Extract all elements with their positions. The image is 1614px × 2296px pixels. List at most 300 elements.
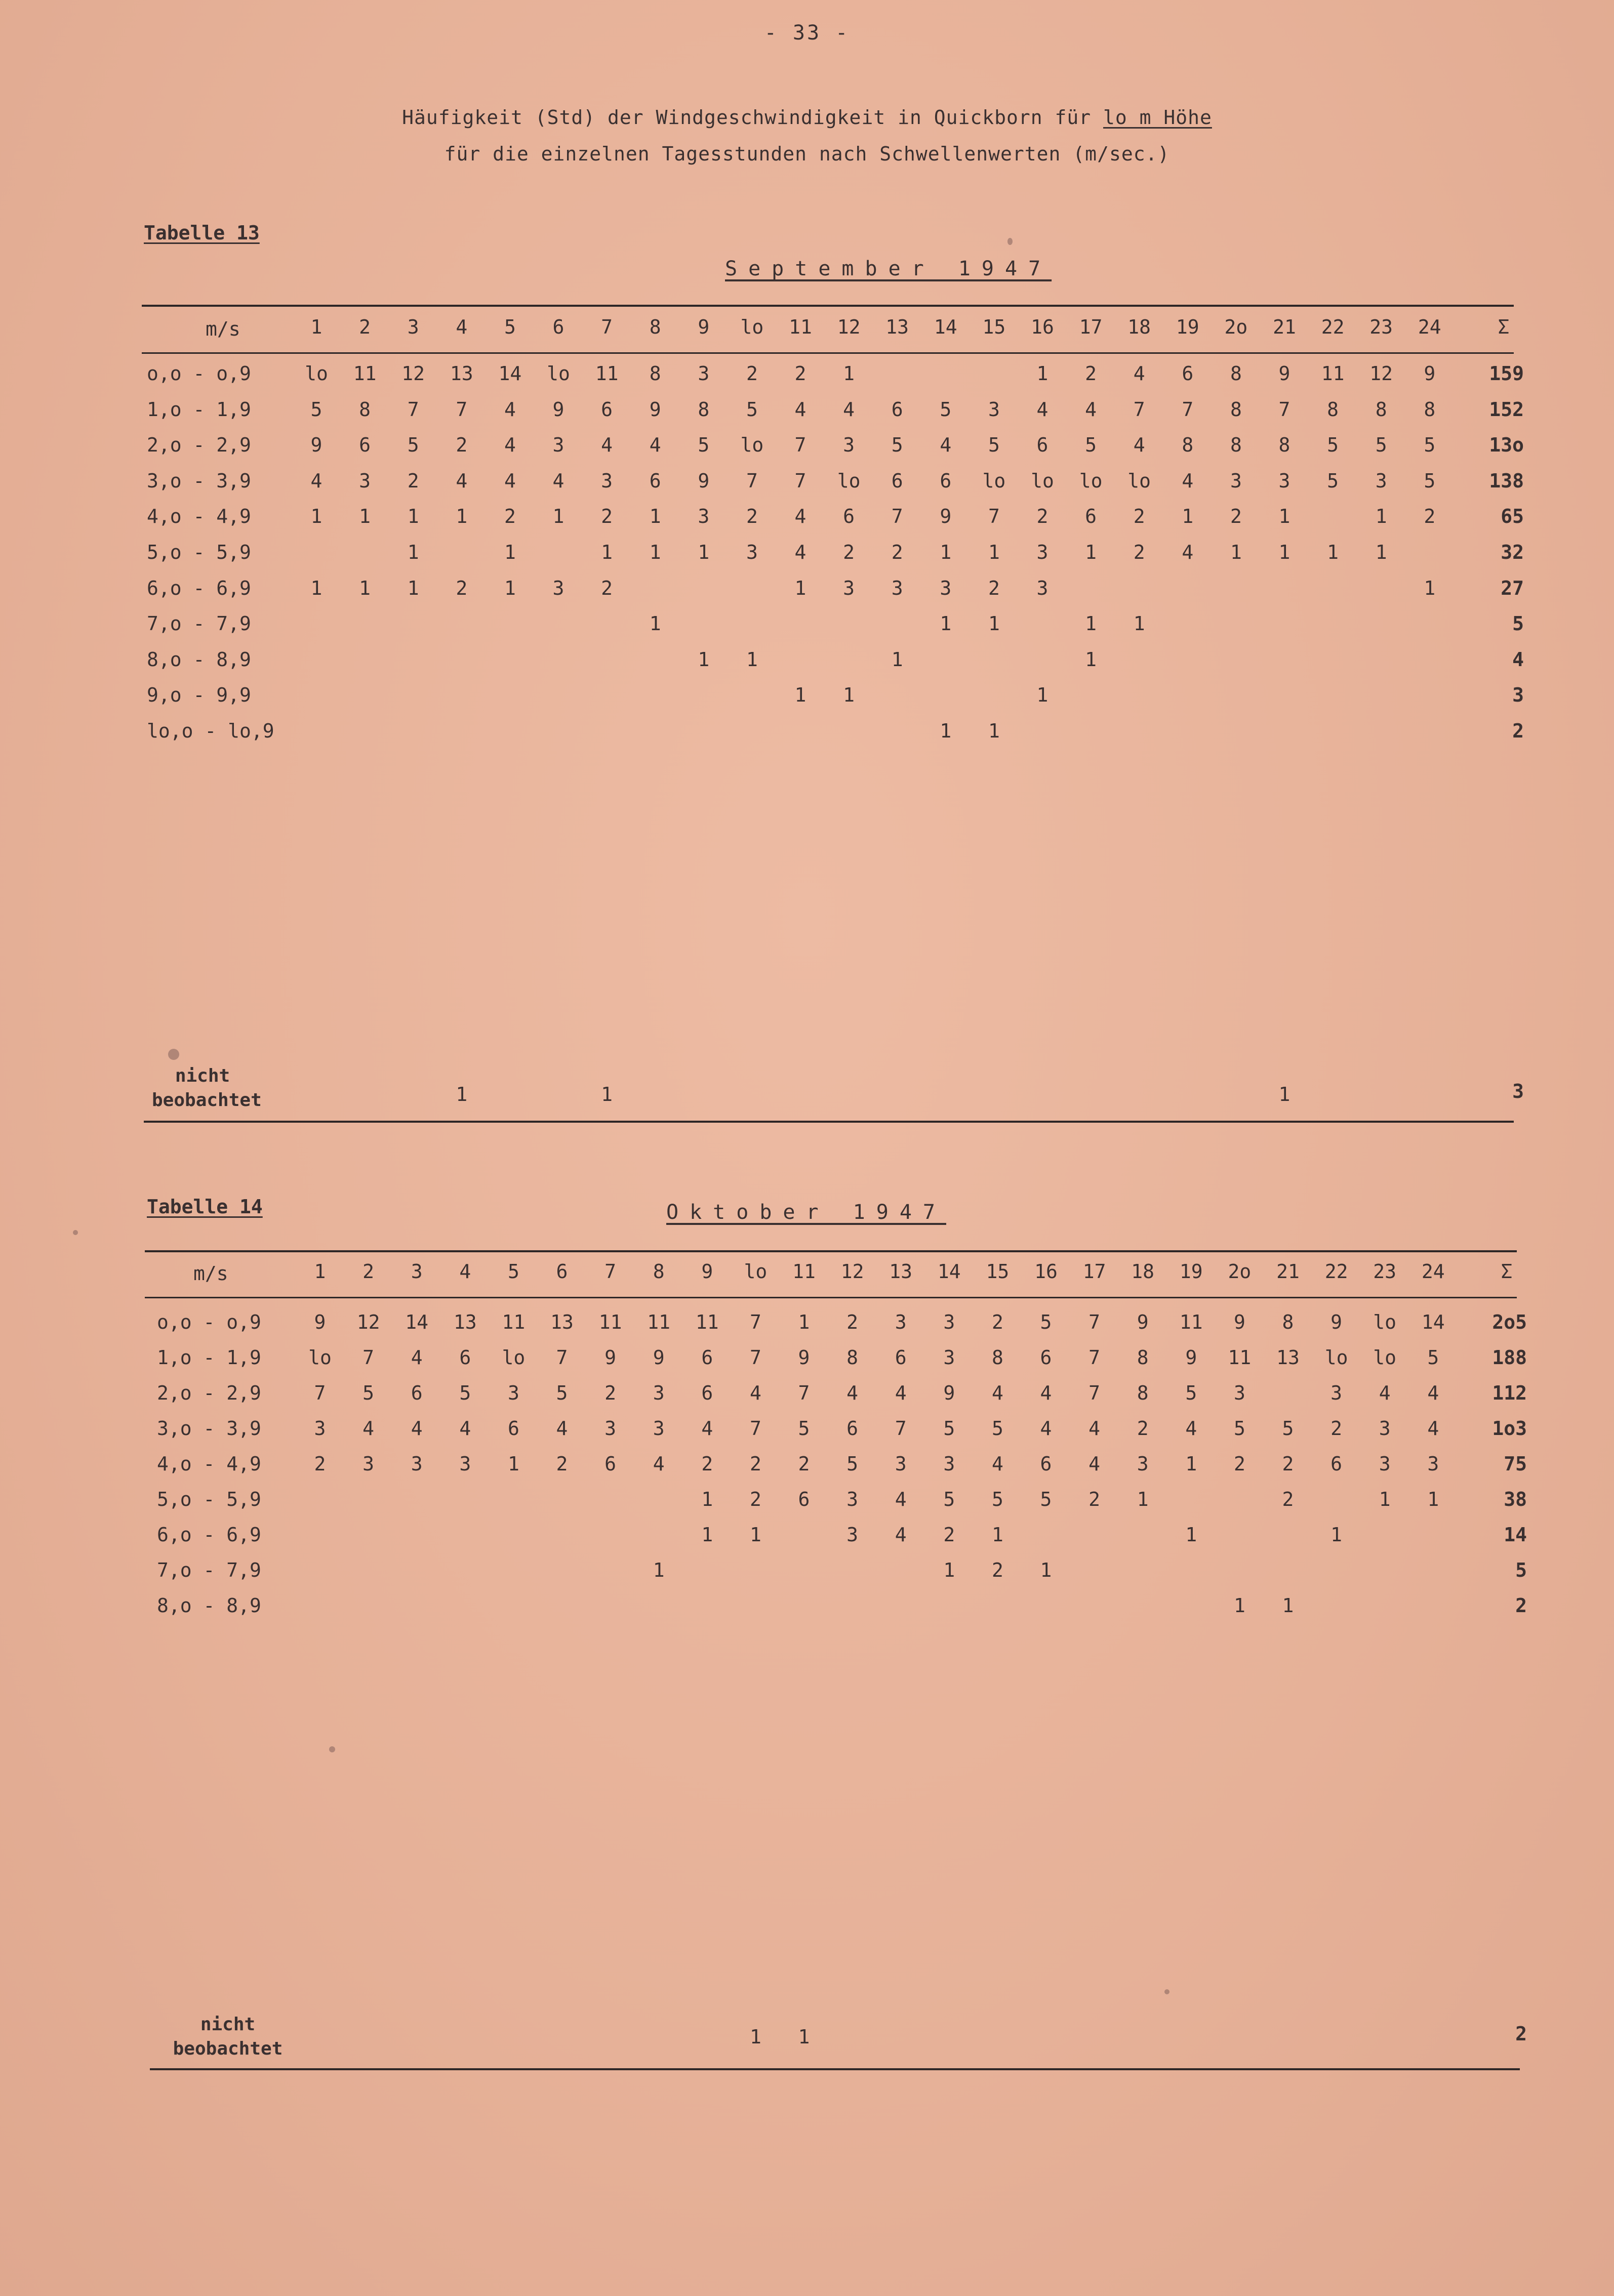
table-cell: 6 [1040,1453,1052,1475]
table-cell: 8 [991,1346,1003,1369]
table-cell: 1 [749,1524,761,1546]
table-cell: 2 [601,577,613,599]
hour-header-cell: 11 [789,316,812,338]
hour-header-cell: lo [740,316,764,338]
hour-header-cell: 15 [986,1260,1010,1283]
row-sum: 27 [1501,577,1524,599]
row-sum: 1o3 [1492,1417,1527,1440]
table-cell: 6 [701,1382,713,1404]
table-cell: 4 [991,1382,1003,1404]
table-cell: 7 [1088,1346,1101,1369]
table-cell: 1 [940,541,952,563]
table-cell: 2 [1330,1417,1343,1440]
table-cell: 7 [362,1346,375,1369]
table-cell: 7 [1133,398,1145,421]
table-cell: 6 [891,469,903,492]
table-cell: 2 [846,1311,859,1333]
hour-header-cell: 19 [1179,1260,1203,1283]
table-cell: 1 [649,541,661,563]
row-range-label: lo,o - lo,9 [147,720,274,742]
table-cell: 5 [362,1382,375,1404]
table-cell: 12 [401,362,425,385]
table-cell: 5 [1185,1382,1197,1404]
table-cell: 11 [353,362,377,385]
table-cell: 3 [552,577,564,599]
row-range-label: 3,o - 3,9 [147,469,251,492]
table-cell: 5 [1327,469,1339,492]
table-cell: 1 [1085,612,1097,635]
table-cell: 5 [407,434,419,457]
hour-header-cell: 21 [1276,1260,1300,1283]
table-cell: 3 [943,1453,955,1475]
nicht-text: nicht [175,1065,230,1086]
table-cell: 3 [552,434,564,457]
row-range-label: 7,o - 7,9 [157,1559,261,1581]
table-cell: 1 [507,1453,519,1475]
table-cell: 4 [1133,434,1145,457]
row-sum: 112 [1492,1382,1527,1404]
table-cell: 7 [1088,1382,1101,1404]
table-cell: 1 [1185,1524,1197,1546]
table-cell: 1 [1182,505,1194,528]
table-cell: 5 [991,1488,1003,1510]
nicht-cell: 1 [1278,1083,1290,1105]
table-cell: 4 [1133,362,1145,385]
table-cell: 1 [891,648,903,671]
table-cell: 3 [843,577,855,599]
table-cell: 3 [943,1311,955,1333]
table-cell: lo [547,362,570,385]
table-cell: 3 [601,469,613,492]
hour-header-cell: lo [744,1260,768,1283]
table-cell: 1 [456,505,468,528]
table-cell: 3 [362,1453,375,1475]
table-cell: 4 [991,1453,1003,1475]
table-cell: 7 [407,398,419,421]
row-sum: 75 [1504,1453,1527,1475]
table-cell: 3 [698,362,710,385]
table-cell: 8 [846,1346,859,1369]
paper-speck [1007,238,1013,245]
table-cell: 1 [698,648,710,671]
hour-header-cell: 22 [1324,1260,1348,1283]
table-cell: 4 [362,1417,375,1440]
hour-header-cell: 19 [1176,316,1199,338]
nicht-sum: 2 [1515,2023,1527,2045]
table-cell: 5 [798,1417,810,1440]
table-cell: 1 [1330,1524,1343,1546]
hour-header-cell: 1 [314,1260,326,1283]
table-cell: 2 [943,1524,955,1546]
table-cell: 8 [1137,1346,1149,1369]
table-cell: 9 [653,1346,665,1369]
table-cell: 2 [456,577,468,599]
table-cell: 7 [746,469,758,492]
table-cell: 7 [1278,398,1290,421]
hour-header-cell: 7 [601,316,613,338]
row-sum: 14 [1504,1524,1527,1546]
table-cell: 2 [701,1453,713,1475]
table-cell: 1 [1233,1594,1245,1617]
table-cell: 5 [698,434,710,457]
table-cell: 5 [1040,1311,1052,1333]
row-range-label: 3,o - 3,9 [157,1417,261,1440]
row-range-label: 1,o - 1,9 [157,1346,261,1369]
table-cell: 2 [1133,505,1145,528]
paper-speck [1164,1989,1169,1994]
table-cell: 1 [1282,1594,1294,1617]
table-cell: 2 [1133,541,1145,563]
table-cell: 1 [504,577,516,599]
table-cell: 1 [653,1559,665,1581]
table-cell: 11 [647,1311,671,1333]
table-cell: 1 [988,612,1000,635]
page-number: - 33 - [764,21,850,45]
table-cell: 2 [1424,505,1436,528]
table-cell: 2 [991,1559,1003,1581]
table-cell: 5 [1327,434,1339,457]
table-cell: 1 [601,541,613,563]
hour-header-cell: 12 [840,1260,864,1283]
paper-speck [168,1049,179,1060]
hour-header-cell: 13 [885,316,909,338]
table-cell: 6 [1085,505,1097,528]
table-cell: 1 [798,1311,810,1333]
table-cell: 6 [601,398,613,421]
table-cell: 9 [1233,1311,1245,1333]
table-cell: 1 [794,577,806,599]
table-cell: 2 [991,1311,1003,1333]
table-cell: 9 [1330,1311,1343,1333]
table-cell: 1 [1085,648,1097,671]
table-cell: 1 [746,648,758,671]
table-cell: 8 [698,398,710,421]
table-cell: 14 [1421,1311,1445,1333]
beobachtet-text: beobachtet [152,1090,262,1111]
table-cell: 3 [1379,1453,1391,1475]
table-cell: 11 [1321,362,1345,385]
title-height-text: lo m Höhe [1103,106,1212,129]
table-cell: 2 [843,541,855,563]
table-cell: 4 [1379,1382,1391,1404]
table-cell: 6 [459,1346,471,1369]
table-cell: lo [1031,469,1054,492]
hour-header-cell: 2 [362,1260,375,1283]
row-range-label: 6,o - 6,9 [157,1524,261,1546]
hour-header-cell: 2 [359,316,371,338]
table-cell: 3 [846,1488,859,1510]
page-subtitle: für die einzelnen Tagesstunden nach Schwellenwerten (m/sec.) [444,143,1170,165]
table-cell: 2 [556,1453,568,1475]
table-cell: 2 [407,469,419,492]
beobachtet-text: beobachtet [173,2038,283,2059]
hour-header-cell: 16 [1034,1260,1058,1283]
table-cell: 1 [698,541,710,563]
table-cell: 1 [1375,541,1387,563]
table-cell: 11 [595,362,619,385]
table-cell: 4 [1185,1417,1197,1440]
table-cell: 11 [1228,1346,1252,1369]
table-13-month-title: September 1947 [725,257,1052,280]
table-cell: 1 [1379,1488,1391,1510]
hour-header-cell: 3 [407,316,419,338]
hour-header-cell: 23 [1369,316,1393,338]
table-cell: lo [1373,1346,1397,1369]
table-cell: 5 [846,1453,859,1475]
nicht-cell: 1 [456,1083,468,1105]
table-cell: 3 [1427,1453,1439,1475]
table-cell: 4 [1036,398,1048,421]
hour-header-cell: 18 [1131,1260,1155,1283]
table-cell: 1 [552,505,564,528]
hour-header-cell: 18 [1127,316,1151,338]
table-cell: 5 [943,1488,955,1510]
hour-header-cell: 2o [1224,316,1248,338]
sum-symbol: Σ [1501,1260,1513,1283]
table-cell: 3 [459,1453,471,1475]
table-cell: 5 [746,398,758,421]
table-cell: 4 [794,398,806,421]
table-cell: 9 [314,1311,326,1333]
row-sum: 159 [1489,362,1524,385]
table-cell: 4 [552,469,564,492]
table-cell: 7 [798,1382,810,1404]
table-cell: 8 [1375,398,1387,421]
table-cell: 6 [798,1488,810,1510]
table-cell: 2 [794,362,806,385]
table-cell: 3 [698,505,710,528]
table-cell: 3 [359,469,371,492]
table-13-nicht-label [152,1064,262,1113]
table-cell: 4 [601,434,613,457]
table-cell: 4 [1040,1382,1052,1404]
table-cell: lo [502,1346,526,1369]
table-cell: 6 [1330,1453,1343,1475]
hour-header-cell: 14 [934,316,957,338]
table-cell: 1 [1185,1453,1197,1475]
table-cell: 3 [1036,541,1048,563]
table-14-unit-header: m/s [193,1262,228,1285]
table-cell: 4 [459,1417,471,1440]
table-14-label: Tabelle 14 [147,1196,263,1218]
hour-header-cell: 17 [1079,316,1103,338]
table-cell: 3 [891,577,903,599]
paper-speck [329,1746,335,1752]
table-cell: 3 [1233,1382,1245,1404]
table-cell: 13 [453,1311,477,1333]
table-cell: 1 [407,505,419,528]
hour-header-cell: 23 [1373,1260,1397,1283]
table-cell: 3 [895,1453,907,1475]
hour-header-cell: 1 [310,316,322,338]
table-cell: 1 [1040,1559,1052,1581]
table-cell: 2 [746,505,758,528]
table-cell: 1 [794,684,806,707]
table-cell: 3 [1036,577,1048,599]
row-sum: 4 [1512,648,1524,671]
table-cell: 4 [843,398,855,421]
hour-header-cell: 5 [504,316,516,338]
table-cell: 1 [1424,577,1436,599]
table-cell: 1 [1230,541,1242,563]
table-13-label: Tabelle 13 [144,222,260,244]
table-cell: 4 [504,434,516,457]
row-sum: 3 [1512,684,1524,707]
table-cell: 2 [1036,505,1048,528]
table-14-nicht-label [162,2013,294,2061]
hour-header-cell: 21 [1273,316,1296,338]
table-13-header-rule [142,352,1514,354]
row-range-label: 6,o - 6,9 [147,577,251,599]
row-range-label: 9,o - 9,9 [147,684,251,707]
hour-header-cell: 8 [649,316,661,338]
hour-header-cell: 17 [1082,1260,1106,1283]
table-cell: 8 [1278,434,1290,457]
table-cell: 4 [411,1346,423,1369]
table-cell: 6 [843,505,855,528]
table-cell: 6 [411,1382,423,1404]
table-cell: 2 [891,541,903,563]
table-cell: 1 [843,362,855,385]
table-cell: 7 [556,1346,568,1369]
table-cell: 7 [1182,398,1194,421]
table-cell: 4 [940,434,952,457]
hour-header-cell: 4 [456,316,468,338]
table-cell: 4 [895,1524,907,1546]
table-cell: 5 [1085,434,1097,457]
nicht-sum: 3 [1512,1080,1524,1102]
table-cell: 5 [1040,1488,1052,1510]
table-cell: 6 [895,1346,907,1369]
table-cell: 9 [1185,1346,1197,1369]
table-cell: 4 [749,1382,761,1404]
table-cell: lo [1079,469,1103,492]
table-cell: 3 [604,1417,617,1440]
nicht-cell: 1 [749,2026,761,2048]
table-cell: 7 [794,469,806,492]
table-cell: 6 [701,1346,713,1369]
table-cell: 1 [1036,684,1048,707]
table-cell: 7 [794,434,806,457]
table-cell: 2 [1282,1453,1294,1475]
table-cell: 6 [846,1417,859,1440]
row-range-label: 8,o - 8,9 [157,1594,261,1617]
table-cell: 7 [314,1382,326,1404]
table-cell: 8 [1182,434,1194,457]
table-cell: 1 [991,1524,1003,1546]
table-cell: 3 [653,1417,665,1440]
row-range-label: 2,o - 2,9 [157,1382,261,1404]
title-text: Häufigkeit (Std) der Windgeschwindigkeit in Quickborn für [402,106,1092,129]
table-cell: 9 [1424,362,1436,385]
table-cell: 4 [1182,541,1194,563]
row-sum: 13o [1489,434,1524,457]
hour-header-cell: 13 [889,1260,913,1283]
table-cell: 7 [749,1311,761,1333]
table-cell: 2 [746,362,758,385]
table-cell: 2 [1137,1417,1149,1440]
table-cell: 1 [1327,541,1339,563]
table-cell: 8 [1230,434,1242,457]
table-cell: 4 [1088,1453,1101,1475]
table-cell: 8 [1327,398,1339,421]
table-cell: 5 [1424,469,1436,492]
table-cell: 1 [843,684,855,707]
table-cell: 1 [1137,1488,1149,1510]
row-sum: 2 [1512,720,1524,742]
row-range-label: 8,o - 8,9 [147,648,251,671]
table-cell: 3 [314,1417,326,1440]
row-sum: 2 [1515,1594,1527,1617]
table-cell: 3 [988,398,1000,421]
hour-header-cell: 7 [604,1260,617,1283]
table-cell: 4 [1040,1417,1052,1440]
table-13-bottom-rule [144,1121,1514,1123]
table-cell: lo [740,434,764,457]
table-13-unit-header: m/s [206,318,240,340]
table-cell: 6 [1182,362,1194,385]
table-cell: 9 [310,434,322,457]
table-cell: 3 [507,1382,519,1404]
table-cell: 2 [1230,505,1242,528]
table-cell: lo [982,469,1006,492]
table-cell: 12 [1369,362,1393,385]
table-cell: 2 [798,1453,810,1475]
table-cell: 1 [988,541,1000,563]
paper-speck [73,1230,78,1235]
table-cell: 3 [653,1382,665,1404]
table-cell: 5 [988,434,1000,457]
hour-header-cell: 11 [792,1260,816,1283]
table-cell: 3 [1375,469,1387,492]
table-cell: 3 [1330,1382,1343,1404]
hour-header-cell: 9 [701,1260,713,1283]
table-cell: 5 [940,398,952,421]
table-cell: 2 [504,505,516,528]
hour-header-cell: 4 [459,1260,471,1283]
table-cell: 2 [1085,362,1097,385]
row-sum: 152 [1489,398,1524,421]
table-cell: 1 [1133,612,1145,635]
table-cell: 1 [310,577,322,599]
table-cell: 1 [988,720,1000,742]
table-cell: 2 [988,577,1000,599]
table-cell: 3 [1137,1453,1149,1475]
table-cell: 5 [943,1417,955,1440]
row-sum: 38 [1504,1488,1527,1510]
table-14-top-rule [145,1250,1517,1252]
table-cell: 1 [1427,1488,1439,1510]
table-cell: 1 [943,1559,955,1581]
table-cell: 3 [943,1346,955,1369]
row-range-label: o,o - o,9 [157,1311,261,1333]
table-cell: 4 [1088,1417,1101,1440]
table-cell: 3 [1278,469,1290,492]
hour-header-cell: 3 [411,1260,423,1283]
table-cell: 1 [359,505,371,528]
table-cell: 6 [604,1453,617,1475]
table-cell: 12 [356,1311,380,1333]
table-cell: 4 [895,1382,907,1404]
row-sum: 32 [1501,541,1524,563]
table-13-top-rule [142,305,1514,307]
table-cell: 4 [1085,398,1097,421]
table-cell: 8 [1424,398,1436,421]
table-cell: 7 [891,505,903,528]
table-cell: 9 [798,1346,810,1369]
table-cell: 2 [314,1453,326,1475]
table-cell: lo [1373,1311,1397,1333]
